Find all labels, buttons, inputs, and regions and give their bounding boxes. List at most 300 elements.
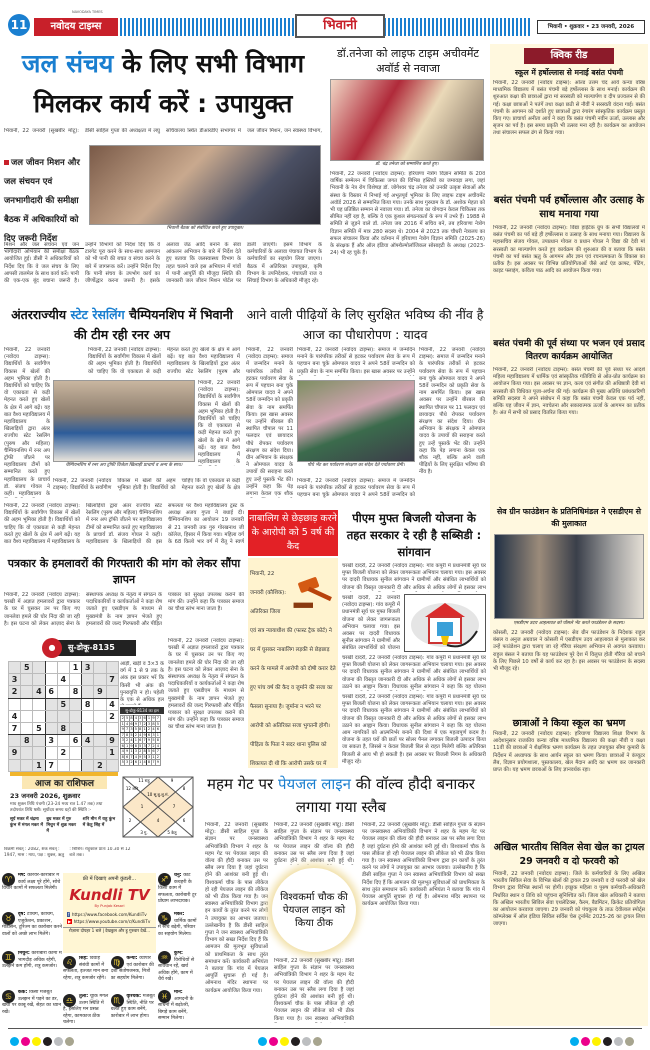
taneja-headline: डॉ.तनेजा को लाइफ टाइम अचीवमेंट अवॉर्ड से नवाजा xyxy=(337,47,479,75)
sudoku-cell xyxy=(69,674,81,686)
sudoku-cell: 7 xyxy=(9,722,21,734)
wrestling-caption: चैम्पियनशिप में रनर अप ट्रॉफी विजेता खिलाड़ी प्राचार्य व अन्य के साथ। xyxy=(65,463,183,468)
kundli-house-label: 8 xyxy=(182,786,186,791)
sudoku-cell: 3 xyxy=(9,674,21,686)
sudoku-cell: 9 xyxy=(152,716,155,721)
kundli-house-label: 2 xyxy=(128,818,132,823)
sudoku-cell: 4 xyxy=(106,698,118,710)
taneja-photo xyxy=(330,79,484,161)
sudoku-cell: 8 xyxy=(125,732,129,737)
plantation-caption: पौधे भेंट कर पर्यावरण संरक्षण का संदेश देते पर्यावरण प्रेमी। xyxy=(307,463,405,468)
horoscope-item xyxy=(158,951,198,987)
zodiac-text: विरोधियों से सावधान रहें, खर्च अधिक होंगे, काम में धैर्य रखें। xyxy=(158,957,195,982)
lead-body: मिशन और जल संचयन एवं जन भागीदारी अभियान की समीक्षा बैठक आयोजित हुई। डीसी ने अधिकारियों को निर्देश दिए कि वे जल संचय के लिए आपसी तालमेल के साथ कार्य करें। पानी की एक-एक बूंद बचाना जरूरी है। उन्होंने विभागों को निर्देश दिए कि वे टारगेट पूरा करने के साथ-साथ आमजन को भी पानी की बचत व संचय करने के बारे में जागरूक करें। उन्होंने निर्देश दिए कि पानी संचय के उपभोग कार्य का जीर्णोद्धार करना जरूरी है। इसके अलावा जेठ आदि बनाने के सेवा आंकलन अभियान के बारे में निर्देश देते हुए बताया कि जलस्वास्थ्य विभाग के तहत चलाने वाले इस अभियान में गांवों में पानी आपूर्ति की मौजूदा स्थिति की जानकारी जल जीवन मिशन पोर्टल पर डाली जाएगी। इसमें विभाग के कर्मचारियों के अलावा पंचायत विभाग के कर्मचारियों का सहयोग लिया जाएगा। बैठक में अतिरिक्त उपायुक्त, कृषि विभाग के उपनिदेशक, पंचायती राज व सिंचाई विभाग के अधिकारी मौजूद रहे। xyxy=(4,242,322,285)
plantation-headline: आने वाली पीढ़ियों के लिए सुरक्षित भविष्य की नींव है आज का पौधारोपण : यादव xyxy=(246,307,484,342)
color-swatch xyxy=(592,1037,601,1046)
sudoku-cell xyxy=(45,710,57,722)
plantation-body-right: भिवानी, 22 जनवरी (नवोदय टाइम्स): समाज में जन्मदिन मनाने के पारंपरिक तरीकों से हटकर पर्यावरण सेवा के रूप में पहचान बना चुके ओमपाल यादव ने अपने 58वें जन्मदिन को प्रकृति सेवा के नाम समर्पित किया। इस खास अवसर पर उन्होंने बीरबल की स्थापित चौपाल पर 11 फलदार एवं छायादार पौधे रोपकर पर्यावरण संरक्षण का संदेश दिया। ग्रीन अभियान के संरक्षक ने ओमपाल यादव के उपायों की सराहना करते हुए उन्हें पुस्तकें भेंट कीं। उन्होंने कहा कि पेड़ लगाना केवल एक शौक नहीं, बल्कि आने वाली पीढ़ियों के लिए सुरक्षित भविष्य की नींव है। xyxy=(419,347,485,476)
sudoku-cell: 2 xyxy=(147,727,151,732)
sudoku-cell: 9 xyxy=(106,735,118,747)
color-swatch xyxy=(313,1037,322,1046)
footer-rule xyxy=(8,1028,642,1029)
planet-group: सूर्य मकर में चंद्रमा कुंभ में मंगल मकर में xyxy=(10,817,43,828)
wrestling-body-top: भिवानी, 22 जनवरी (नवोदय टाइम्स): विद्यार्थियों के सर्वांगीण विकास में खेलों की अहम भूमिका होती है। विद्यार्थियों को चाहिए कि वो एकाग्रता से कड़ी मेहनत करते हुए खेलों के क्षेत्र में आगे बढ़ें। यह बात वैश्य महाविद्यालय में महाविद्यालय के खिलाड़ियों द्वारा अंतर राज्यीय स्टेट रेसलिंग (पुरुष और xyxy=(88,347,240,375)
zodiac-कन्या-icon: ♍ xyxy=(111,956,124,969)
color-swatch xyxy=(10,1037,19,1046)
sudoku-cell: 5 xyxy=(121,760,124,765)
sudoku-cell: 8 xyxy=(143,749,146,754)
color-swatch xyxy=(21,1037,30,1046)
planet-group: शनि मीन में राहु कुंभ में केतु सिंह में xyxy=(82,817,116,828)
plantation-body: भिवानी, 22 जनवरी (नवोदय टाइम्स): समाज में जन्मदिन मनाने के पारंपरिक तरीकों से हटकर पर्यावरण सेवा के रूप में पहचान बना चुके ओमपाल यादव ने अपने 58वें जन्मदिन को प्रकृति सेवा के नाम समर्पित किया। इस खास अवसर पर उन्होंने बीरबल की स्थापित चौपाल पर 11 फलदार एवं छायादार पौधे रोपकर पर्यावरण संरक्षण का संदेश दिया। ग्रीन अभियान के संरक्षक ने ओमपाल यादव के उपायों की सराहना करते हुए उन्हें पुस्तकें भेंट कीं। उन्होंने कहा कि पेड़ लगाना केवल एक शौक xyxy=(246,347,293,498)
kundli-house-label: 10 सू.बु.शु.मं. xyxy=(147,792,169,797)
zodiac-name: वृश्चिक: xyxy=(126,994,143,999)
zodiac-text: कारोबारी कामों में भागदौड़ अधिक रहेगी, उलझनें कम होंगी, शत्रु कमजोर। xyxy=(2,951,62,969)
sudoku-cell: 7 xyxy=(152,760,155,765)
right-bottom-panel xyxy=(490,712,648,1026)
subhead-text: जल जीवन मिशन और जल संचयन एवं जनभागीदारी की समीक्षा बैठक में अधिकारियों को दिए जरूरी निर्देश xyxy=(4,158,80,244)
headline-text: चैम्पियनशिप में भिवानी की टीम रही रनर अप xyxy=(73,307,233,342)
sudoku-cell xyxy=(33,674,45,686)
horoscope-left xyxy=(2,873,62,1029)
color-swatch xyxy=(32,1037,41,1046)
zodiac-text: चूंकि मंगल उत्तम स्थिति में है, इसलिए मन प्रसन्न रहेगा, कामकाज ठीक चलेगा। xyxy=(63,994,109,1025)
zodiac-name: वृष: xyxy=(18,912,28,917)
sudoku-cell xyxy=(33,735,45,747)
sudoku-cell xyxy=(57,710,69,722)
color-swatch xyxy=(269,1037,278,1046)
journalist-body: भिवानी, 22 जनवरी (नवोदय टाइम्स): चरखी में अज्ञात हमलावरों द्वारा पत्रकार के घर में घुसकर उन पर किए गए जानलेवा हमले की घोर निंदा की जा रही है। इस घटना को लेकर आज़ाद सेना के संस्थापक अध्यक्ष के नेतृत्व में संगठन के पदाधिकारियों व कार्यकर्ताओं ने कड़ा रोष जताते हुए एसडीएम के माध्यम से मुख्यमंत्री के नाम ज्ञापन भेजते हुए हमलावरों की जल्द गिरफ्तारी और पीड़ित पत्रकार को सुरक्षा उपलब्ध कराने की मांग की। उन्होंने कहा कि पत्रकार समाज का चौथा स्तंभ माना जाता है। xyxy=(4,592,244,627)
quick-item-headline: बसंत पंचमी पर्व हर्षोल्लास और उत्साह के साथ मनाया गया xyxy=(493,195,645,220)
savegreen-body: कोसली, 22 जनवरी (नवोदय टाइम्स): सेव ग्रीन फाउंडेशन के निदेशक राहुल बंसल व अनुज अग्रवाल ने कोसली में एसडीएम उदय आहलावत से मुलाकात कर उन्हें फाउंडेशन द्वारा चलाए जा रहे गौरैया संरक्षण अभियान से अवगत करवाया। राहुल बंसल ने बताया कि यह फाउंडेशन पूरे देश में विलुप्त होती गौरैया को बचाने के लिए पिछले 10 वर्षों से कार्य कर रहा है। इस अवसर पर फाउंडेशन के सदस्य भी मौजूद रहे। xyxy=(493,630,645,673)
wrestling-body-right: भिवानी, 22 जनवरी (नवोदय टाइम्स): विद्यार्थियों के सर्वांगीण विकास में खेलों की अहम भूमिका होती है। विद्यार्थियों को चाहिए कि वो एकाग्रता से कड़ी मेहनत करते हुए खेलों के क्षेत्र में आगे बढ़ें। यह बात वैश्य महाविद्यालय में महाविद्यालय के xyxy=(198,380,240,466)
sudoku-cell: 2 xyxy=(130,760,133,765)
zodiac-name: मिथुन: xyxy=(18,951,32,956)
zodiac-name: धनु: xyxy=(174,873,184,878)
taneja-caption: डॉ. चंद्र तनेजा को सम्मानित करते हुए। xyxy=(375,162,439,167)
planet-group: बुध मकर में गुरु मिथुन में शुक्र मकर में xyxy=(46,817,77,834)
sudoku-cell: 6 xyxy=(139,738,142,743)
zodiac-मकर-icon: ♑ xyxy=(158,912,171,925)
zodiac-text: विवाह संबंधी कामों में सफलता, इज्जत मान बना रहेगा, शत्रु कमजोर रहेंगे। xyxy=(63,956,109,981)
sudoku-cell: 5 xyxy=(156,721,159,726)
plantation-body-bottom: भिवानी, 22 जनवरी (नवोदय टाइम्स): समाज में जन्मदिन मनाने के पारंपरिक तरीकों से हटकर पर्यावरण सेवा के रूप में पहचान बना चुके ओमपाल यादव ने अपने 58वें जन्मदिन को xyxy=(297,478,415,499)
color-registration-bar xyxy=(258,1031,324,1050)
sudoku-solution-grid xyxy=(120,715,161,766)
sudoku-cell xyxy=(45,662,57,674)
zodiac-text: मजबूत स्थिति, नीति पर चलते हुए काम बनेंगे, कारोबार में लाभ होगा। xyxy=(110,994,155,1019)
sudoku-cell: 7 xyxy=(147,743,151,748)
sudoku-cell: 1 xyxy=(125,743,129,748)
sudoku-cell xyxy=(21,698,33,710)
zodiac-वृश्चिक-icon: ♏ xyxy=(111,994,124,1007)
color-swatch xyxy=(570,1037,579,1046)
sudoku-cell: 4 xyxy=(134,716,137,721)
sudoku-cell: 7 xyxy=(130,754,133,759)
color-swatch xyxy=(54,1037,63,1046)
sudoku-cell xyxy=(106,759,118,771)
color-registration-bar xyxy=(570,1031,636,1050)
color-swatch xyxy=(291,1037,300,1046)
sudoku-cell: 5 xyxy=(134,727,137,732)
savegreen-photo xyxy=(494,534,644,619)
pm-body-2: चरखी दादरी, 22 जनवरी (नवोदय टाइम्स): गांव कपूरी में प्रधानमंत्री सूर्य घर मुफ्त बिजली योजना को लेकर जागरूकता अभियान चलाया गया। इस अवसर पर दादरी विधायक सुनील सांगवान ने ग्रामीणों और संबंधित लाभार्थियों को योजना xyxy=(342,595,400,652)
headline-text: अंतरराज्यीय xyxy=(11,307,67,322)
sudoku-cell: 7 xyxy=(156,749,159,754)
horoscope-middle xyxy=(63,956,156,1030)
students-body: भिवानी, 22 जनवरी (नवोदय टाइम्स): हरियाणा विद्यालय शिक्षा विभाग के आदेशानुसार राजकीय कन्या वरिष्ठ माध्यमिक विद्यालय की कक्षा नौवीं व कक्षा 11वीं की छात्राओं ने शैक्षणिक भ्रमण कार्यक्रम के तहत उपायुक्त सीमा कुमारी के निर्देशन में अध्यापक के साथ आर्यन स्कूल का भ्रमण किया। छात्राओं ने कंप्यूटर लैब, विज्ञान प्रयोगशाला, पुस्तकालय, खेल मैदान आदि का भ्रमण कर जानकारी प्राप्त की। यह भ्रमण छात्राओं के लिए ज्ञानवर्धक रहा। xyxy=(493,731,645,774)
sudoku-cell: 1 xyxy=(156,732,159,737)
maham-body-right: भिवानी, 22 जनवरी (सुखबीर मोटू): डीसी साहिल गुप्ता के संज्ञान पर जनस्वास्थ्य अभियांत्रिकी विभाग ने शहर के महम गेट पर पेयजल लाइन की वॉल्व की हौदी बनाकर उस पर स्लैब लगा दिया है जहां दुर्घटना होने की आशंका बनी हुई थी। विश्वकर्मा चौक के पास लीकेज हो रही पेयजल लाइन की लीकेज को भी ठीक किया गया है। जन स्वास्थ्य अभियांत्रिकी विभाग द्वारा इन कार्यों के तुरंत करने पर लोगों ने उपायुक्त का आभार जताया। उल्लेखनीय है कि डीसी साहिल गुप्ता ने जन स्वास्थ्य अभियांत्रिकी विभाग को सख्त निर्देश दिए हैं कि आमजन की मूलभूत सुविधाओं को प्राथमिकता के साथ तुरंत समाधान करें। कार्यकारी अभियंता ने बताया कि गांव में पेयजल आपूर्ति सुचारू हो गई है। ओमनाथ मंदिर स्थापना पर कार्यक्रम आयोजित किया गया। xyxy=(362,822,485,908)
sudoku-cell: 5 xyxy=(57,698,69,710)
journalist-body-cont: भिवानी, 22 जनवरी (नवोदय टाइम्स): चरखी में अज्ञात हमलावरों द्वारा पत्रकार के घर में घुसकर उन पर किए गए जानलेवा हमले की घोर निंदा की जा रही है। इस घटना को लेकर आज़ाद सेना के संस्थापक अध्यक्ष के नेतृत्व में संगठन के पदाधिकारियों व कार्यकर्ताओं ने कड़ा रोष जताते हुए एसडीएम के माध्यम से मुख्यमंत्री के नाम ज्ञापन भेजते हुए हमलावरों की जल्द गिरफ्तारी और पीड़ित पत्रकार को सुरक्षा उपलब्ध कराने की मांग की। उन्होंने कहा कि पत्रकार समाज का चौथा स्तंभ माना जाता है। xyxy=(168,638,244,731)
sudoku-cell: 9 xyxy=(94,686,106,698)
planet-positions xyxy=(10,817,116,835)
headline-highlight: स्टेट रेसलिंग xyxy=(70,307,125,322)
sudoku-cell xyxy=(9,662,21,674)
sudoku-cell: 4 xyxy=(152,727,155,732)
sudoku-cell: 4 xyxy=(121,749,124,754)
horoscope-item xyxy=(158,912,198,948)
sudoku-cell: 5 xyxy=(152,738,155,743)
bullet-icon xyxy=(4,160,9,165)
sudoku-cell xyxy=(82,759,94,771)
maham-callout: विश्वकर्मा चौक की पेयजल लाइन को किया ठीक xyxy=(272,868,356,952)
sudoku-cell: 8 xyxy=(152,721,155,726)
zodiac-name: सिंह: xyxy=(79,956,90,961)
sudoku-cell xyxy=(94,735,106,747)
zodiac-text: आमदनी के साधनों में बढ़ोतरी, बिगड़े काम बनेंगे, सम्मान मिलेगा। xyxy=(158,996,194,1021)
sudoku-cell: 2 xyxy=(121,716,124,721)
color-swatch xyxy=(43,1037,52,1046)
sudoku-cell: 7 xyxy=(139,721,142,726)
journalist-headline: पत्रकार के हमलावरों की गिरफ्तारी की मांग को लेकर सौंपा ज्ञापन xyxy=(7,557,241,586)
sudoku-cell: 6 xyxy=(134,760,137,765)
kundli-chart xyxy=(122,776,194,838)
dateline: भिवानी • शुक्रवार • 23 जनवरी, 2026 xyxy=(537,20,645,34)
wrestling-continued: भिवानी, 22 जनवरी (नवोदय टाइम्स): विद्यार्थियों के सर्वांगीण विकास में खेलों की अहम भूमिका होती है। विद्यार्थियों को चाहिए कि वो एकाग्रता से कड़ी मेहनत करते हुए खेलों के क्षेत्र में आगे बढ़ें। यह बात वैश्य महाविद्यालय में महाविद्यालय के खिलाड़ियों द्वारा अंतर राज्यीय स्टेट रेसलिंग (पुरुष और महिला) चैम्पियनशिप में रनर अप ट्रॉफी जीतने पर महाविद्यालय टीमों को सम्मानित करते हुए महाविद्यालय के प्राचार्य डॉ. संजय गोयल ने कही। महाविद्यालय के खिलाड़ियों की इस सफलता पर वैश्य महाविद्यालय ट्रस्ट के अध्यक्ष अजय गुप्ता ने बधाई दी। चैम्पियनशिप का आयोजन 19 जनवरी से 21 जनवरी तक गुरु गोरखनाथ जी कॉलेज, हिसार में किया गया। महिला वर्ग के 68 किलो भार वर्ग में रीतू ने स्वर्ण xyxy=(4,503,244,546)
sudoku-cell xyxy=(94,722,106,734)
brand-small: NAVODAYA TIMES xyxy=(72,10,103,14)
sudoku-cell: 1 xyxy=(121,721,124,726)
sudoku-cell: 5 xyxy=(33,722,45,734)
quick-item-headline: बसंत पंचमी की पूर्व संध्या पर भजन एवं प्रसाद वितरण कार्यक्रम आयोजित xyxy=(493,339,645,362)
sudoku-cell: 3 xyxy=(82,662,94,674)
wrestling-headline xyxy=(4,305,240,345)
kundli-house-label: 4 xyxy=(156,818,160,823)
color-swatch xyxy=(625,1037,634,1046)
sudoku-cell: 9 xyxy=(143,732,146,737)
sudoku-cell xyxy=(33,747,45,759)
zodiac-कुंभ-icon: ♒ xyxy=(158,951,171,964)
sudoku-cell: 8 xyxy=(57,722,69,734)
kundli-house-label: 12 शनि xyxy=(125,786,139,791)
lead-intro: भिवानी, 22 जनवरी (सुखबीर मोटू): डीसी साहिल गुप्ता की अध्यक्षता में लघु सचिवालय स्थित डीआरडीए सभागार में जल जीवन मिशन, जन स्वास्थ्य विभाग, xyxy=(4,128,322,134)
zodiac-name: कन्या: xyxy=(126,956,140,961)
ad-facebook-link[interactable] xyxy=(63,912,156,917)
sudoku-cell: 9 xyxy=(134,721,137,726)
sudoku-cell: 4 xyxy=(57,674,69,686)
sudoku-cell: 5 xyxy=(130,732,133,737)
wrestling-body: भिवानी, 22 जनवरी (नवोदय टाइम्स): विद्यार्थियों के सर्वांगीण विकास में खेलों की अहम भूमिका होती है। विद्यार्थियों को चाहिए कि वो एकाग्रता से कड़ी मेहनत करते हुए खेलों के क्षेत्र में आगे बढ़ें। यह बात वैश्य महाविद्यालय में महाविद्यालय के खिलाड़ियों द्वारा अंतर राज्यीय स्टेट रेसलिंग (पुरुष और महिला) चैम्पियनशिप में रनर अप ट्रॉफी जीतने पर महाविद्यालय टीमों को सम्मानित करते हुए महाविद्यालय के प्राचार्य डॉ. संजय गोयल ने कही। महाविद्यालय के xyxy=(4,347,50,498)
quick-read-title: क्विक रीड xyxy=(524,48,614,64)
sudoku-cell: 1 xyxy=(139,760,142,765)
sudoku-cell: 3 xyxy=(125,760,129,765)
maham-body: भिवानी, 22 जनवरी (सुखबीर मोटू): डीसी साहिल गुप्ता के संज्ञान पर जनस्वास्थ्य अभियांत्रिकी विभाग ने शहर के महम गेट पर पेयजल लाइन की वॉल्व की हौदी बनाकर उस पर स्लैब लगा दिया है जहां दुर्घटना होने की आशंका बनी हुई थी। विश्वकर्मा चौक के पास लीकेज हो रही पेयजल लाइन की लीकेज को भी ठीक किया गया है। जन स्वास्थ्य अभियांत्रिकी विभाग द्वारा इन कार्यों के तुरंत करने पर लोगों ने उपायुक्त का आभार जताया। उल्लेखनीय है कि डीसी साहिल गुप्ता ने जन स्वास्थ्य अभियांत्रिकी विभाग को सख्त निर्देश दिए हैं कि आमजन की मूलभूत सुविधाओं को प्राथमिकता के साथ तुरंत समाधान करें। कार्यकारी अभियंता ने बताया कि गांव में पेयजल आपूर्ति सुचारू हो गई है। ओमनाथ मंदिर स्थापना पर कार्यक्रम आयोजित किया गया। xyxy=(205,822,268,994)
sudoku-cell xyxy=(33,662,45,674)
color-swatch xyxy=(614,1037,623,1046)
sudoku-cell xyxy=(69,759,81,771)
quick-item-body: भिवानी, 22 जनवरी (नवोदय टाइम्स): विद्या हाईटेक ग्रुप के सभी विद्यालयों में बसंत पंचमी का पर्व बड़े ही हर्षोल्लास व उत्साह के साथ मनाया गया। विद्यालय के महासचिव संजय गोयल, उपप्रधान गोयल व प्रधान गोयल ने विद्या की देवी मां सरस्वती का माल्यार्पण करते हुए कार्यक्रम की शुरुआत की व बताया कि बसंत पंचमी का पर्व बसंत ऋतु के आगमन और ज्ञान एवं रचनात्मकता के विकास का प्रतीक है। इस अवसर पर विभिन्न प्रतियोगिताओं जैसे आर्ट एंड क्राफ्ट, पेंटिंग, काइट फ्लाइंग, कविता पाठ आदि का आयोजन किया गया। xyxy=(493,225,645,275)
sudoku-cell: 4 xyxy=(125,721,129,726)
sudoku-cell: 8 xyxy=(82,698,94,710)
sudoku-cell: 6 xyxy=(125,754,129,759)
zodiac-text: टीचिंग, कोचिंग, एजुकेशन, प्रकाशन, मेडिसिन, टूरिज्म का कारोबार करने वालों को अच्छे लाभ मिलेंगे। xyxy=(2,912,62,937)
sudoku-cell xyxy=(94,747,106,759)
sudoku-cell xyxy=(45,722,57,734)
sudoku-cell: 5 xyxy=(21,662,33,674)
sudoku-cell: 2 xyxy=(156,754,159,759)
ad-youtube-link[interactable] xyxy=(63,919,156,924)
zodiac-text: धार्मिक कामों में रुचि बढ़ेगी, परिवार का सहयोग मिलेगा। xyxy=(158,918,197,937)
pm-continued: चरखी दादरी, 22 जनवरी (नवोदय टाइम्स): गांव कपूरी में प्रधानमंत्री सूर्य घर मुफ्त बिजली योजना को लेकर जागरूकता अभियान चलाया गया। इस अवसर पर दादरी विधायक सुनील सांगवान ने ग्रामीणों और संबंधित लाभार्थियों को योजना की विस्तृत जानकारी दी और अधिक से अधिक लोगों से इसका लाभ उठाने का आह्वान किया। विधायक सुनील सांगवान ने कहा कि यह योजना आम नागरिकों को आत्मनिर्भर बनाने की दिशा में एक महत्वपूर्ण कदम है। योजना के तहत घरों की छतों पर सोलर पैनल लगाकर बिजली उत्पादन किया जा सकता है, जिससे न केवल बिजली बिल से राहत मिलेगी बल्कि अतिरिक्त बिजली से आय भी हो सकती है। इस अवसर पर बिजली निगम के अधिकारी मौजूद रहे। xyxy=(342,694,486,765)
sudoku-cell xyxy=(9,698,21,710)
horoscope-item xyxy=(111,956,157,989)
nabalig-body: भिवानी, 22 जनवरी (कौशिक): अतिरिक्त जिला एवं सत्र न्यायाधीश की (फास्ट ट्रैक कोर्ट) ने घर में घुसकर नाबालिग लड़की से छेड़छाड़ करने के मामले में आरोपी को दोषी करार देते हुए पांच वर्ष की कैद व जुर्माने की सजा का फैसला सुनाया है। जुर्माना न भरने पर आरोपी को अतिरिक्त सजा भुगतनी होगी। पीड़िता के पिता ने सदर थाना पुलिस को शिकायत दी थी कि आरोपी उसके घर में xyxy=(250,571,336,767)
gavel-icon xyxy=(290,574,336,610)
sudoku-cell: 7 xyxy=(45,759,57,771)
sudoku-cell: 2 xyxy=(57,747,69,759)
youtube-url: https://www.youtube.com/c/KundliTv xyxy=(73,919,151,924)
sudoku-cell: 9 xyxy=(139,754,142,759)
sudoku-cell xyxy=(21,710,33,722)
color-registration-bar xyxy=(10,1031,76,1050)
sudoku-cell: 2 xyxy=(94,759,106,771)
rashifal-title: आज का राशिफल xyxy=(22,776,107,789)
ad-brand-logo: Kundli TV xyxy=(69,886,150,904)
sudoku-cell: 7 xyxy=(121,732,124,737)
sudoku-cell xyxy=(69,722,81,734)
color-swatch xyxy=(258,1037,267,1046)
sudoku-cell: 3 xyxy=(45,735,57,747)
quick-item-body: भिवानी, 22 जनवरी (नवोदय टाइम्स): ओल्ड उत्तम चंद आर्य कन्या वरिष्ठ माध्यमिक विद्यालय में बसंत पंचमी बड़े हर्षोल्लास के साथ मनाई। कार्यक्रम की शुरुआत कक्षा की छात्राओं द्वारा मां सरस्वती को माल्यार्पण व दीप प्रज्वलन से की गई। कक्षा छात्राओं ने पतंगें तथा कक्षा छठी से नौवीं ने सरस्वती वंदना गाई। बसंत पंचमी के आगमन को दर्शाते हुए छात्राओं द्वारा रंगारंग सांस्कृतिक कार्यक्रम प्रस्तुत किए गए। प्राचार्या अनीता आर्य ने कहा कि बसंत पंचमी नवीन ऊर्जा, उल्लास और सृजन का पर्व है। इस समय प्रकृति भी उत्सव मना रही है। कार्यक्रम का आयोजन तथा संचालन सफल ढंग से किया गया। xyxy=(493,80,645,137)
sudoku-cell xyxy=(45,674,57,686)
pm-body: चरखी दादरी, 22 जनवरी (नवोदय टाइम्स): गांव कपूरी में प्रधानमंत्री सूर्य घर मुफ्त बिजली योजना को लेकर जागरूकता अभियान चलाया गया। इस अवसर पर दादरी विधायक सुनील सांगवान ने ग्रामीणों और संबंधित लाभार्थियों को योजना की विस्तृत जानकारी दी और अधिक से अधिक लोगों से इसका लाभ xyxy=(342,563,486,591)
pm-headline: पीएम मुफ्त बिजली योजना के तहत सरकार दे रही है सब्सिडी : सांगवान xyxy=(346,511,482,559)
zodiac-name: मकर: xyxy=(174,912,185,917)
horoscope-item xyxy=(2,912,62,948)
quick-read-panel xyxy=(490,44,648,504)
sudoku-cell xyxy=(33,710,45,722)
sudoku-cell xyxy=(94,662,106,674)
kundli-house-label: 9 xyxy=(170,778,174,783)
plantation-photo xyxy=(297,380,415,462)
sudoku-cell: 6 xyxy=(156,727,159,732)
plantation-body-top: भिवानी, 22 जनवरी (नवोदय टाइम्स): समाज में जन्मदिन मनाने के पारंपरिक तरीकों से हटकर पर्यावरण सेवा के रूप में पहचान बना चुके ओमपाल यादव ने अपने 58वें जन्मदिन को प्रकृति सेवा के नाम समर्पित किया। इस खास अवसर पर उन्होंने xyxy=(297,347,415,375)
panchang: विक्रमी संवत् : 2082, शक संवत् : 1947, मास : माघ, पक्ष : शुक्ल, ऋतु : शिशिर। राहुकाल प्रातः 10.30 से 12 बजे तक। xyxy=(4,847,131,858)
pm-body-3: चरखी दादरी, 22 जनवरी (नवोदय टाइम्स): गांव कपूरी में प्रधानमंत्री सूर्य घर मुफ्त बिजली योजना को लेकर जागरूकता अभियान चलाया गया। इस अवसर पर दादरी विधायक सुनील सांगवान ने ग्रामीणों और संबंधित लाभार्थियों को योजना की विस्तृत जानकारी दी और अधिक से अधिक लोगों से इसका लाभ उठाने का आह्वान किया। विधायक सुनील सांगवान ने कहा कि यह योजना xyxy=(342,655,486,690)
zodiac-वृष-icon: ♉ xyxy=(2,912,15,925)
zodiac-name: मीन: xyxy=(174,990,183,995)
sudoku-cell: 3 xyxy=(134,749,137,754)
horoscope-item xyxy=(158,873,198,909)
sudoku-cell: 6 xyxy=(69,735,81,747)
sudoku-cell: 1 xyxy=(33,759,45,771)
sudoku-cell: 8 xyxy=(69,686,81,698)
zodiac-मीन-icon: ♓ xyxy=(158,990,171,1003)
sudoku-cell xyxy=(106,722,118,734)
sudoku-cell: 7 xyxy=(143,738,146,743)
sudoku-cell xyxy=(106,662,118,674)
sudoku-cell: 1 xyxy=(69,662,81,674)
sudoku-cell: 1 xyxy=(130,749,133,754)
sudoku-cell xyxy=(82,747,94,759)
maham-headline xyxy=(196,773,486,819)
sudoku-cell: 9 xyxy=(147,738,151,743)
sudoku-cell xyxy=(21,747,33,759)
kundli-house-label: 5 केतु xyxy=(167,830,177,835)
horoscope-item xyxy=(111,994,157,1027)
sudoku-cell: 9 xyxy=(125,749,129,754)
headline-text: के लिए सभी विभाग मिलकर कार्य करें : उपायुक्त xyxy=(33,49,305,118)
lead-caption: भिवानी बैठक को संबोधित करते हुए उपायुक्त। xyxy=(166,226,244,231)
color-swatch xyxy=(581,1037,590,1046)
sudoku-cell: 1 xyxy=(147,716,151,721)
sudoku-cell xyxy=(94,710,106,722)
sudoku-cell: 1 xyxy=(134,738,137,743)
sudoku-cell: 8 xyxy=(130,716,133,721)
horoscope-item xyxy=(63,994,109,1027)
color-swatch xyxy=(603,1037,612,1046)
sudoku-cell xyxy=(9,759,21,771)
ad-brand-sub: By Punjab Kesari xyxy=(94,904,125,908)
headline-text: महम गेट पर xyxy=(207,775,274,793)
sudoku-cell: 7 xyxy=(156,716,159,721)
sudoku-cell: 3 xyxy=(152,732,155,737)
sudoku-cell: 8 xyxy=(21,735,33,747)
sudoku-cell: 9 xyxy=(156,760,159,765)
sudoku-cell xyxy=(45,747,57,759)
sudoku-cell xyxy=(106,686,118,698)
sudoku-cell: 8 xyxy=(139,727,142,732)
sudoku-cell: 2 xyxy=(106,710,118,722)
sudoku-cell xyxy=(9,735,21,747)
sudoku-cell: 3 xyxy=(139,716,142,721)
sudoku-cell: 6 xyxy=(152,749,155,754)
sudoku-cell: 4 xyxy=(134,754,137,759)
civil-body: भिवानी, 22 जनवरी (नवोदय टाइम्स): जिले के कर्मचारियों के लिए अखिल भारतीय सिविल सेवा के विभिन्न खेलों की ट्रायल 29 जनवरी व दो फरवरी को खेल विभाग द्वारा विभिन्न स्थानों पर होगी। इच्छुक महिला व पुरुष कर्मचारी-अधिकारी निर्धारित स्थान व तिथि को पहुंचना सुनिश्चित करें। जिला खेल अधिकारी ने बताया कि अखिल भारतीय सिविल सेवा एथलेटिक्स, कैरम, बैडमिंटन, क्रिकेट प्रतियोगिता का आयोजन करवाया जाएगा। 29 जनवरी को पंचकूला के ताऊ देवीलाल स्पोर्ट्स कॉम्प्लेक्स में ऑल इंडिया सिविल सर्विस चेस टूर्नामेंट 2025-26 का ट्रायल लिया जाएगा। xyxy=(493,871,645,928)
rashifal-tithi: माघ शुक्ल तिथि पंचमी (23-24 मध्य रात 1.47 तक) तथा तदोपरांत तिथि षष्ठी। सूर्योदय समय ग्रहों की स्थिति :- xyxy=(10,802,103,813)
nabalig-headline: नाबालिग से छेड़छाड़ करने के आरोपी को 5 वर्ष की कैद xyxy=(248,510,338,556)
page-number: 11 xyxy=(8,14,30,36)
sudoku-cell: 3 xyxy=(147,754,151,759)
zodiac-कर्क-icon: ♋ xyxy=(2,990,15,1003)
ad-tagline: फ्री में दिखाएं अपनी कुंडली... xyxy=(82,876,137,882)
sudoku-cell: 9 xyxy=(130,743,133,748)
kundli-house-label: 6 xyxy=(182,818,186,823)
sudoku-grid xyxy=(8,661,119,772)
zodiac-मेष-icon: ♈ xyxy=(2,873,15,886)
sudoku-cell: 2 xyxy=(143,721,146,726)
sudoku-cell xyxy=(57,686,69,698)
sudoku-cell: 7 xyxy=(125,727,129,732)
section-label: भिवानी xyxy=(295,14,385,38)
sudoku-cell: 9 xyxy=(9,747,21,759)
sudoku-cell: 4 xyxy=(33,686,45,698)
zodiac-text: करियर-कारोबार में कार्य लक्ष्य पूरे होंगे, सोचे विचारे कामों में सफलता मिलेगी। xyxy=(2,873,61,891)
headline-highlight: जल संचय xyxy=(21,49,114,78)
zodiac-धनु-icon: ♐ xyxy=(158,873,171,886)
sudoku-cell xyxy=(21,722,33,734)
students-headline: छात्राओं ने किया स्कूल का भ्रमण xyxy=(512,718,626,729)
sudoku-cell xyxy=(21,759,33,771)
sudoku-cell: 4 xyxy=(143,760,146,765)
horoscope-item xyxy=(2,873,62,909)
savegreen-caption: एसडीएम उदय आहलावत को घोंसले भेंट करते फाउंडेशन के सदस्य। xyxy=(513,621,625,626)
sudoku-cell xyxy=(21,686,33,698)
sudoku-cell xyxy=(82,686,94,698)
sudoku-cell: 8 xyxy=(147,760,151,765)
zodiac-name: तुला: xyxy=(79,994,90,999)
sudoku-title xyxy=(46,640,136,656)
sudoku-cell: 1 xyxy=(152,754,155,759)
sudoku-cell: 4 xyxy=(130,738,133,743)
zodiac-text: कोर्ट कचहरी के किसी काम में सफलता, कारोबारी टूर प्रोग्राम लाभदायक। xyxy=(158,873,197,904)
zodiac-text: व्यापार एवं कारोबार की दशा संतोषजनक, मित्रों का सहयोग मिलेगा। xyxy=(110,956,154,981)
kundli-house-label: 11 राहु xyxy=(138,778,150,783)
sudoku-solution-title: सु-डोकू-8134 का हल xyxy=(120,707,164,714)
sudoku-cell: 3 xyxy=(130,727,133,732)
sudoku-title-text: सु-डोकू-8135 xyxy=(68,643,115,652)
solar-home-icon xyxy=(404,594,486,652)
sudoku-cell: 2 xyxy=(9,686,21,698)
sudoku-cell: 4 xyxy=(9,710,21,722)
sudoku-cell xyxy=(45,698,57,710)
horoscope-item xyxy=(2,990,62,1026)
taneja-body: भिवानी, 22 जनवरी (नवोदय टाइम्स): हरियाणा नेत्रोग विज्ञान समिति के 20वें वार्षिक सम्मेलन में चिकित्सा जगत की विभिन्न हस्तियों का जमावड़ा लगा, जहां भिवानी के नेत्र रोग विशेषज्ञ डॉ. जोगेश्वर चंद्र तनेजा को उनकी उत्कृष्ट सेवाओं और संस्था के विस्तार में निभाई गई अभूतपूर्व भूमिका के लिए लाइफ टाइम अचीवमेंट अवॉर्ड 2026 से सम्मानित किया गया। उनके साथ गुरुग्राम के डॉ. अशोक मेहता को भी यह प्रतिष्ठित सम्मान से नवाजा गया। डॉ. तनेजा का योगदान केवल चिकित्सा तक सीमित नहीं रहा है, बल्कि वे एक कुशल संगठनकर्ता के रूप में उभरे हैं। 1988 से समिति से जुड़ने वाले डॉ. तनेजा जब 2016 में सचिव बने, तब हरियाणा नेत्रोग विज्ञान समिति में मात्र 280 सदस्य थे। 2004 से 2023 तक चौधरी नेत्रालय का सफल संचालन किया और वर्तमान में हरियाणा नेत्रोग विज्ञान समिति (2025-26) के संरक्षक हैं और ऑल इंडिया ऑफ्थैल्मोलॉजिकल सोसाइटी के अध्यक्ष (2023-24) भी रह चुके हैं। xyxy=(330,171,485,257)
nabalig-box xyxy=(248,558,338,768)
zodiac-तुला-icon: ♎ xyxy=(63,994,76,1007)
sudoku-cell: 3 xyxy=(143,743,146,748)
sudoku-cell: 5 xyxy=(147,749,151,754)
sudoku-cell: 6 xyxy=(121,743,124,748)
sudoku-cell: 2 xyxy=(125,738,129,743)
sudoku-cell: 5 xyxy=(139,743,142,748)
color-swatch xyxy=(302,1037,311,1046)
kundli-house-label: 1 xyxy=(140,804,144,809)
sudoku-cell: 8 xyxy=(121,754,124,759)
horoscope-right xyxy=(158,873,198,1029)
sudoku-instructions: आड़ी, खड़ी व 3×3 के वर्ग में 1 से 9 तक के अंक इस प्रकार भरें कि किसी भी अंक की पुनरावृत्ति न हो। पहेली के एक से अधिक हल xyxy=(120,661,164,704)
facebook-icon: f xyxy=(68,912,70,917)
zodiac-name: कर्क: xyxy=(18,990,29,995)
zodiac-text: किसी मजबूत उलझन में पड़ने का डर, खर्चों पर काबू रखें, सेहत का ध्यान रखें। xyxy=(2,990,62,1015)
sudoku-cell xyxy=(57,759,69,771)
sudoku-cell: 4 xyxy=(82,735,94,747)
sudoku-cell: 6 xyxy=(143,716,146,721)
sudoku-cell: 3 xyxy=(147,721,151,726)
sudoku-cell xyxy=(82,710,94,722)
sudoku-cell xyxy=(69,747,81,759)
sudoku-cell: 2 xyxy=(139,749,142,754)
sudoku-cell xyxy=(82,722,94,734)
sudoku-cell: 4 xyxy=(139,732,142,737)
headline-highlight: पेयजल लाइन xyxy=(277,775,351,793)
lead-photo xyxy=(89,145,321,225)
sudoku-cell: 8 xyxy=(134,743,137,748)
headline-text: की वॉल्व हौदी बनाकर लगाया गया स्लैब xyxy=(295,775,475,816)
zodiac-सिंह-icon: ♌ xyxy=(63,956,76,969)
